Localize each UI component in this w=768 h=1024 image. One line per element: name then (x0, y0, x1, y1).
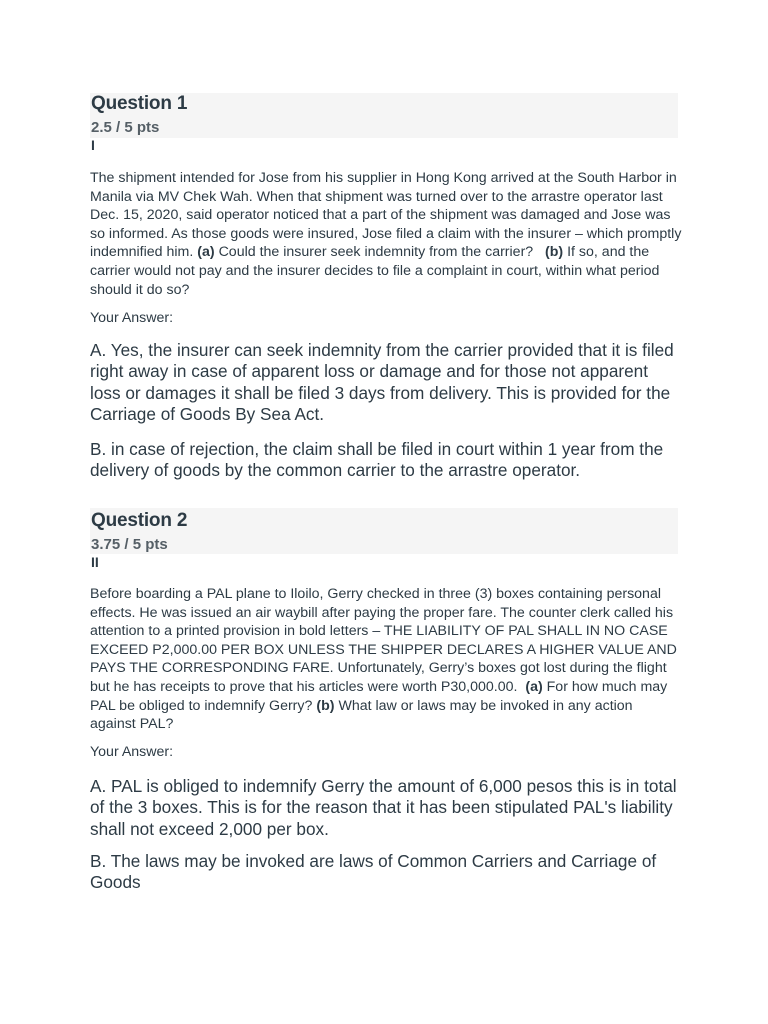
question-2-title: Question 2 (91, 510, 188, 531)
question-1-prompt-part-b: If so, and the carrier would not pay and the insurer decides to file a complaint in court, within what period should it do so? (90, 244, 660, 298)
question-1-header (90, 93, 678, 138)
question-2-prompt-text: Before boarding a PAL plane to Iloilo, Gerry checked in three (3) boxes containing personal effects. He was issued an air waybill after paying the proper fare. The counter clerk called his attention to a printed provision in bold letters – THE LIABILITY OF PAL SHALL IN NO CASE EXCEED P2,000.00 PER BOX UNLESS THE SHIPPER DECLARES A HIGHER VALUE AND PAYS THE CORRESPONDING FARE. Unfortunately, Gerry’s boxes got lost during the flight but he has receipts to prove that his articles were worth P30,000.00. (90, 586, 677, 695)
question-1-prompt-part-a: Could the insurer seek indemnity from the carrier? (218, 244, 534, 261)
question-2-your-answer-label: Your Answer: (90, 744, 174, 760)
question-2-answer-b: B. The laws may be invoked are laws of Common Carriers and Carriage of Goods (90, 851, 657, 893)
question-1-label-a: (a) (197, 244, 215, 261)
question-2-prompt-part-a: For how much may PAL be obliged to indemnify Gerry? (90, 678, 668, 714)
question-2-header (90, 508, 678, 554)
question-1-answer-b: B. in case of rejection, the claim shall be filed in court within 1 year from the delivery of goods by the common carrier to the arrastre operator. (90, 439, 664, 481)
question-1-prompt-text: The shipment intended for Jose from his supplier in Hong Kong arrived at the South Harbor in Manila via MV Chek Wah. When that shipment was turned over to the arrastre operator last Dec. 15, 2020, said operator noticed that a part of the shipment was damaged and Jose was so informed. As those goods were insured, Jose filed a claim with the insurer – which promptly indemnified him. (90, 170, 682, 261)
question-1-your-answer-label: Your Answer: (90, 310, 174, 326)
question-1-prompt (90, 169, 682, 299)
question-1-answer-a: A. Yes, the insurer can seek indemnity from the carrier provided that it is filed right away in case of apparent loss or damage and for those not apparent loss or damages it shall be filed 3 days from delivery. This is provided for the Carriage of Goods By Sea Act. (90, 340, 674, 425)
question-2-prompt-part-b: What law or laws may be invoked in any action against PAL? (90, 697, 633, 733)
question-1-title: Question 1 (91, 93, 188, 114)
question-1-label-b: (b) (545, 244, 564, 261)
question-1-points: 2.5 / 5 pts (91, 119, 160, 136)
question-2-label-a: (a) (525, 678, 543, 695)
question-2-roman-numeral: II (91, 554, 99, 570)
question-2-answer-a: A. PAL is obliged to indemnify Gerry the amount of 6,000 pesos this is in total of the 3 boxes. This is for the reason that it has been stipulated PAL's liability shall not exceed 2,000 per box. (90, 776, 677, 839)
question-2-points: 3.75 / 5 pts (91, 536, 168, 553)
question-1-roman-numeral: I (91, 137, 95, 153)
question-2-prompt (90, 585, 682, 734)
question-2-label-b: (b) (316, 697, 335, 714)
